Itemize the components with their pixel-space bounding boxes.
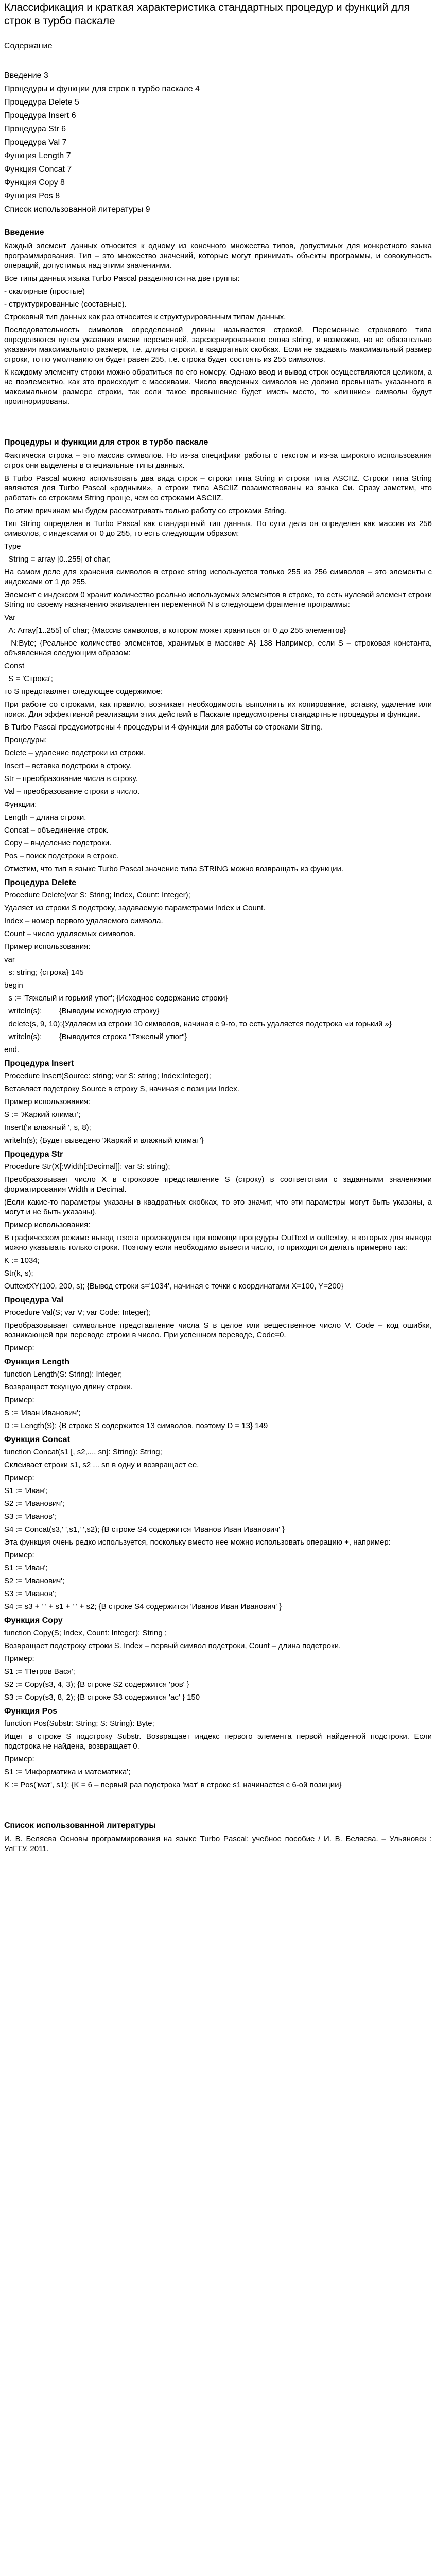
paragraph: Строковый тип данных как раз относится к структурированным типам данных.: [4, 313, 286, 321]
toc-item[interactable]: Функция Pos 8: [4, 192, 60, 200]
paragraph: Каждый элемент данных относится к одному из конечного множества типов, допустимых для конкретного языка программирования. Тип – это множество значений, которые могут принимать объекты программы, и совокупность операций, допустимых над этими значениями.: [4, 242, 434, 270]
paragraph: Отметим, что тип в языке Turbo Pascal значение типа STRING можно возвращать из функции.: [4, 865, 344, 873]
paragraph: function Copy(S; Index, Count: Integer): String ;: [4, 1629, 167, 1637]
paragraph: Str(k, s);: [4, 1269, 33, 1278]
paragraph: Procedure Str(X[:Width[:Decimal]]; var S: string);: [4, 1162, 170, 1171]
paragraph: Count – число удаляемых символов.: [4, 929, 136, 938]
paragraph: s: string; {строка} 145: [4, 968, 84, 977]
paragraph: S1 := 'Иван';: [4, 1486, 48, 1495]
paragraph: Пример использования:: [4, 1221, 91, 1229]
document-title: Классификация и краткая характеристика стандартных процедур и функций для строк в турбо паскале: [4, 2, 410, 27]
section-heading: Функция Length: [4, 1358, 69, 1366]
paragraph: Index – номер первого удаляемого символа.: [4, 917, 163, 925]
paragraph: Ищет в строке S подстроку Substr. Возвращает индекс первого элемента первой найденной подстроки. Если подстрока не найдена, возвращает 0.: [4, 1732, 434, 1751]
paragraph: Удаляет из строки S подстроку, задаваемую параметрами Index и Count.: [4, 904, 266, 912]
paragraph: то S представляет следующее содержимое:: [4, 687, 163, 696]
paragraph: S1 := 'Информатика и математика';: [4, 1768, 131, 1776]
paragraph: N:Byte; {Реальное количество элементов, хранимых в массиве А} 138 Например, если S – строковая константа, объявленная следующим образом:: [4, 639, 434, 657]
paragraph: Возвращает текущую длину строки.: [4, 1383, 133, 1392]
paragraph: S4 := s3 + ' ' + s1 + ' ' + s2; {В строке S4 содержится 'Иванов Иван Иванович' }: [4, 1602, 282, 1611]
paragraph: Пример:: [4, 1654, 34, 1663]
paragraph: S := 'Иван Иванович';: [4, 1409, 81, 1417]
paragraph: S4 := Concat(s3,' ',s1,' ',s2); {В строке S4 содержится 'Иванов Иван Иванович' }: [4, 1525, 285, 1534]
paragraph: K := 1034;: [4, 1256, 40, 1265]
paragraph: S2 := 'Иванович';: [4, 1577, 65, 1585]
paragraph: S2 := 'Иванович';: [4, 1499, 65, 1508]
paragraph: (Если какие-то параметры указаны в квадратных скобках, то это значит, что эти параметры могут быть указаны, а могут и не быть указаны).: [4, 1198, 434, 1216]
paragraph: Все типы данных языка Turbo Pascal разделяются на две группы:: [4, 274, 240, 283]
paragraph: writeln(s); {Выводится строка "Тяжелый утюг"}: [4, 1032, 187, 1041]
section-heading: Процедура Val: [4, 1296, 64, 1304]
references-heading: Список использованной литературы: [4, 1821, 156, 1830]
paragraph: Str – преобразование числа в строку.: [4, 774, 138, 783]
section-heading: Функция Pos: [4, 1707, 58, 1716]
paragraph: По этим причинам мы будем рассматривать только работу со строками String.: [4, 506, 287, 515]
paragraph: Возвращает подстроку строки S. Index – первый символ подстроки, Count – длина подстроки.: [4, 1641, 341, 1650]
paragraph: Type: [4, 542, 21, 551]
paragraph: K := Pos('мат', s1); {K = 6 – первый раз подстрока 'мат' в строке s1 начинается с 6-ой позиции}: [4, 1781, 342, 1789]
paragraph: И. В. Беляева Основы программирования на языке Turbo Pascal: учебное пособие / И. В. Беляева. – Ульяновск : УлГТУ, 2011.: [4, 1835, 434, 1853]
paragraph: Элемент с индексом 0 хранит количество реально используемых элементов в строке, то есть нулевой элемент строки String по своему назначению эквивалентен переменной N в следующем фрагменте программы:: [4, 590, 434, 609]
paragraph: writeln(s); {Будет выведено 'Жаркий и влажный климат'}: [4, 1136, 204, 1145]
paragraph: S1 := 'Иван';: [4, 1564, 48, 1572]
paragraph: В графическом режиме вывод текста производится при помощи процедуры OutText и outtextxy, в которых для вывода можно указывать только строки. Поэтому если необходимо вывести число, то приходится делать примерно так:: [4, 1233, 434, 1252]
table-of-contents: [4, 69, 432, 216]
paragraph: begin: [4, 981, 23, 990]
intro-body: [4, 241, 432, 406]
paragraph: Пример использования:: [4, 1097, 91, 1106]
toc-item[interactable]: Введение 3: [4, 71, 48, 80]
paragraph: Пример:: [4, 1755, 34, 1764]
section-heading: Процедура Delete: [4, 878, 76, 887]
toc-item[interactable]: Процедуры и функции для строк в турбо паскале 4: [4, 84, 200, 93]
paragraph: function Pos(Substr: String; S: String): Byte;: [4, 1719, 154, 1728]
paragraph: S3 := Copy(s3, 8, 2); {В строке S3 содержится 'ас' } 150: [4, 1693, 200, 1702]
paragraph: Эта функция очень редко используется, поскольку вместо нее можно использовать операцию +, например:: [4, 1538, 391, 1547]
toc-item[interactable]: Функция Length 7: [4, 151, 71, 160]
paragraph: delete(s, 9, 10);{Удаляем из строки 10 символов, начиная с 9-го, то есть удаляется подстрока «и горький »}: [4, 1020, 392, 1028]
toc-item[interactable]: Процедура Str 6: [4, 125, 66, 133]
toc-item[interactable]: Функция Concat 7: [4, 165, 72, 174]
paragraph: При работе со строками, как правило, возникает необходимость выполнить их копирование, вставку, удаление или поиск. Для эффективной реализации этих действий в Паскале предусмотрены стандартные процедуры и функции.: [4, 700, 434, 719]
paragraph: - структурированные (составные).: [4, 300, 127, 309]
paragraph: Delete – удаление подстроки из строки.: [4, 749, 146, 757]
paragraph: Пример:: [4, 1473, 34, 1482]
overview-heading: Процедуры и функции для строк в турбо паскале: [4, 438, 208, 447]
paragraph: Copy – выделение подстроки.: [4, 839, 112, 848]
paragraph: Последовательность символов определенной длины называется строкой. Переменные строкового типа определяются путем указания имени переменной, зарезервированного слова string, и возможно, но не обязательно указания максимального размера, т.е. длины строки, в квадратных скобках. Если не задавать максимальный размер строки, то по умолчанию он будет равен 255, т.е. строка будет состоять из 255 символов.: [4, 326, 434, 364]
paragraph: Пример использования:: [4, 942, 91, 951]
paragraph: Insert('и влажный ', s, 8);: [4, 1123, 91, 1132]
paragraph: writeln(s); {Выводим исходную строку}: [4, 1007, 160, 1015]
intro-heading: Введение: [4, 228, 44, 237]
sections: [4, 878, 432, 1790]
paragraph: На самом деле для хранения символов в строке string используется только 255 из 256 символов – это элементы с индексами от 1 до 255.: [4, 568, 434, 586]
paragraph: S = 'Строка';: [4, 674, 53, 683]
paragraph: Concat – объединение строк.: [4, 826, 109, 835]
paragraph: Функции:: [4, 800, 37, 809]
paragraph: String = array [0..255] of char;: [4, 555, 111, 564]
paragraph: В Turbo Pascal предусмотрены 4 процедуры и 4 функции для работы со строками String.: [4, 723, 323, 732]
section-heading: Функция Concat: [4, 1435, 70, 1444]
overview-body: [4, 451, 432, 874]
paragraph: S3 := 'Иванов';: [4, 1512, 57, 1521]
toc-item[interactable]: Список использованной литературы 9: [4, 205, 150, 214]
paragraph: К каждому элементу строки можно обратиться по его номеру. Однако ввод и вывод строк осуществляются целиком, а не поэлементно, как это происходит с массивами. Число введенных символов не должно превышать указанного в максимальном размере строки, так если такое превышение будет иметь место, то «лишние» символы будут проигнорированы.: [4, 368, 434, 406]
paragraph: var: [4, 955, 15, 964]
paragraph: В Turbo Pascal можно использовать два вида строк – строки типа String и строки типа ASCIIZ. Строки типа String являются для Turbo Pascal «родными», а строки типа ASCIIZ позаимствованы из языка Си. Сразу заметим, что работать со строками String проще, чем со строками ASCIIZ.: [4, 474, 434, 502]
section-heading: Процедура Str: [4, 1150, 63, 1159]
paragraph: Преобразовывает число X в строковое представление S (строку) в соответствии с заданными значениями форматирования Width и Decimal.: [4, 1175, 434, 1194]
toc-item[interactable]: Процедура Insert 6: [4, 111, 76, 120]
paragraph: S1 := 'Петров Вася';: [4, 1667, 75, 1676]
paragraph: Procedure Val(S; var V; var Code: Integer);: [4, 1308, 151, 1317]
paragraph: Тип String определен в Turbo Pascal как стандартный тип данных. По сути дела он определен как массив из 256 символов, с индексами от 0 до 255, то есть следующим образом:: [4, 519, 434, 538]
paragraph: S3 := 'Иванов';: [4, 1589, 57, 1598]
toc-item[interactable]: Функция Copy 8: [4, 178, 65, 187]
section-heading: Функция Copy: [4, 1616, 63, 1625]
paragraph: Процедуры:: [4, 736, 47, 744]
paragraph: S2 := Copy(s3, 4, 3); {В строке S2 содержится 'ров' }: [4, 1680, 189, 1689]
paragraph: Procedure Insert(Source: string; var S: string; Index:Integer);: [4, 1072, 211, 1080]
paragraph: Procedure Delete(var S: String; Index, Count: Integer);: [4, 891, 190, 900]
toc-heading: Содержание: [4, 42, 53, 50]
paragraph: Length – длина строки.: [4, 813, 86, 822]
paragraph: OuttextXY(100, 200, s); {Вывод строки s='1034', начиная с точки с координатами X=100, Y=200}: [4, 1282, 344, 1291]
paragraph: function Concat(s1 [, s2,..., sn]: String): String;: [4, 1448, 162, 1456]
paragraph: function Length(S: String): Integer;: [4, 1370, 123, 1379]
section-heading: Процедура Insert: [4, 1059, 74, 1068]
paragraph: A: Array[1..255] of char; {Массив символов, в котором может храниться от 0 до 255 элементов}: [4, 626, 346, 635]
paragraph: Val – преобразование строки в число.: [4, 787, 140, 796]
references-body: [4, 1834, 432, 1854]
paragraph: Var: [4, 613, 16, 622]
toc-item[interactable]: Процедура Val 7: [4, 138, 67, 147]
paragraph: end.: [4, 1045, 20, 1054]
paragraph: Вставляет подстроку Source в строку S, начиная с позиции Index.: [4, 1084, 239, 1093]
paragraph: - скалярные (простые): [4, 287, 85, 296]
paragraph: Пример:: [4, 1344, 34, 1352]
paragraph: Пример:: [4, 1551, 34, 1560]
paragraph: Insert – вставка подстроки в строку.: [4, 761, 132, 770]
paragraph: Склеивает строки s1, s2 ... sn в одну и возвращает ее.: [4, 1461, 199, 1469]
paragraph: Pos – поиск подстроки в строке.: [4, 852, 119, 860]
paragraph: s := 'Тяжелый и горький утюг'; {Исходное содержание строки}: [4, 994, 228, 1003]
paragraph: Пример:: [4, 1396, 34, 1404]
toc-item[interactable]: Процедура Delete 5: [4, 98, 79, 107]
paragraph: D := Length(S); {В строке S содержится 13 символов, поэтому D = 13} 149: [4, 1421, 268, 1430]
paragraph: Фактически строка – это массив символов. Но из-за специфики работы с текстом и из-за широкого использования строк они выделены в специальные типы данных.: [4, 451, 434, 470]
paragraph: S := 'Жаркий климат';: [4, 1110, 81, 1119]
paragraph: Const: [4, 662, 25, 670]
paragraph: Преобразовывает символьное представление числа S в целое или вещественное число V. Code – код ошибки, возникающей при переводе строки в число. При успешном переводе, Code=0.: [4, 1321, 434, 1340]
